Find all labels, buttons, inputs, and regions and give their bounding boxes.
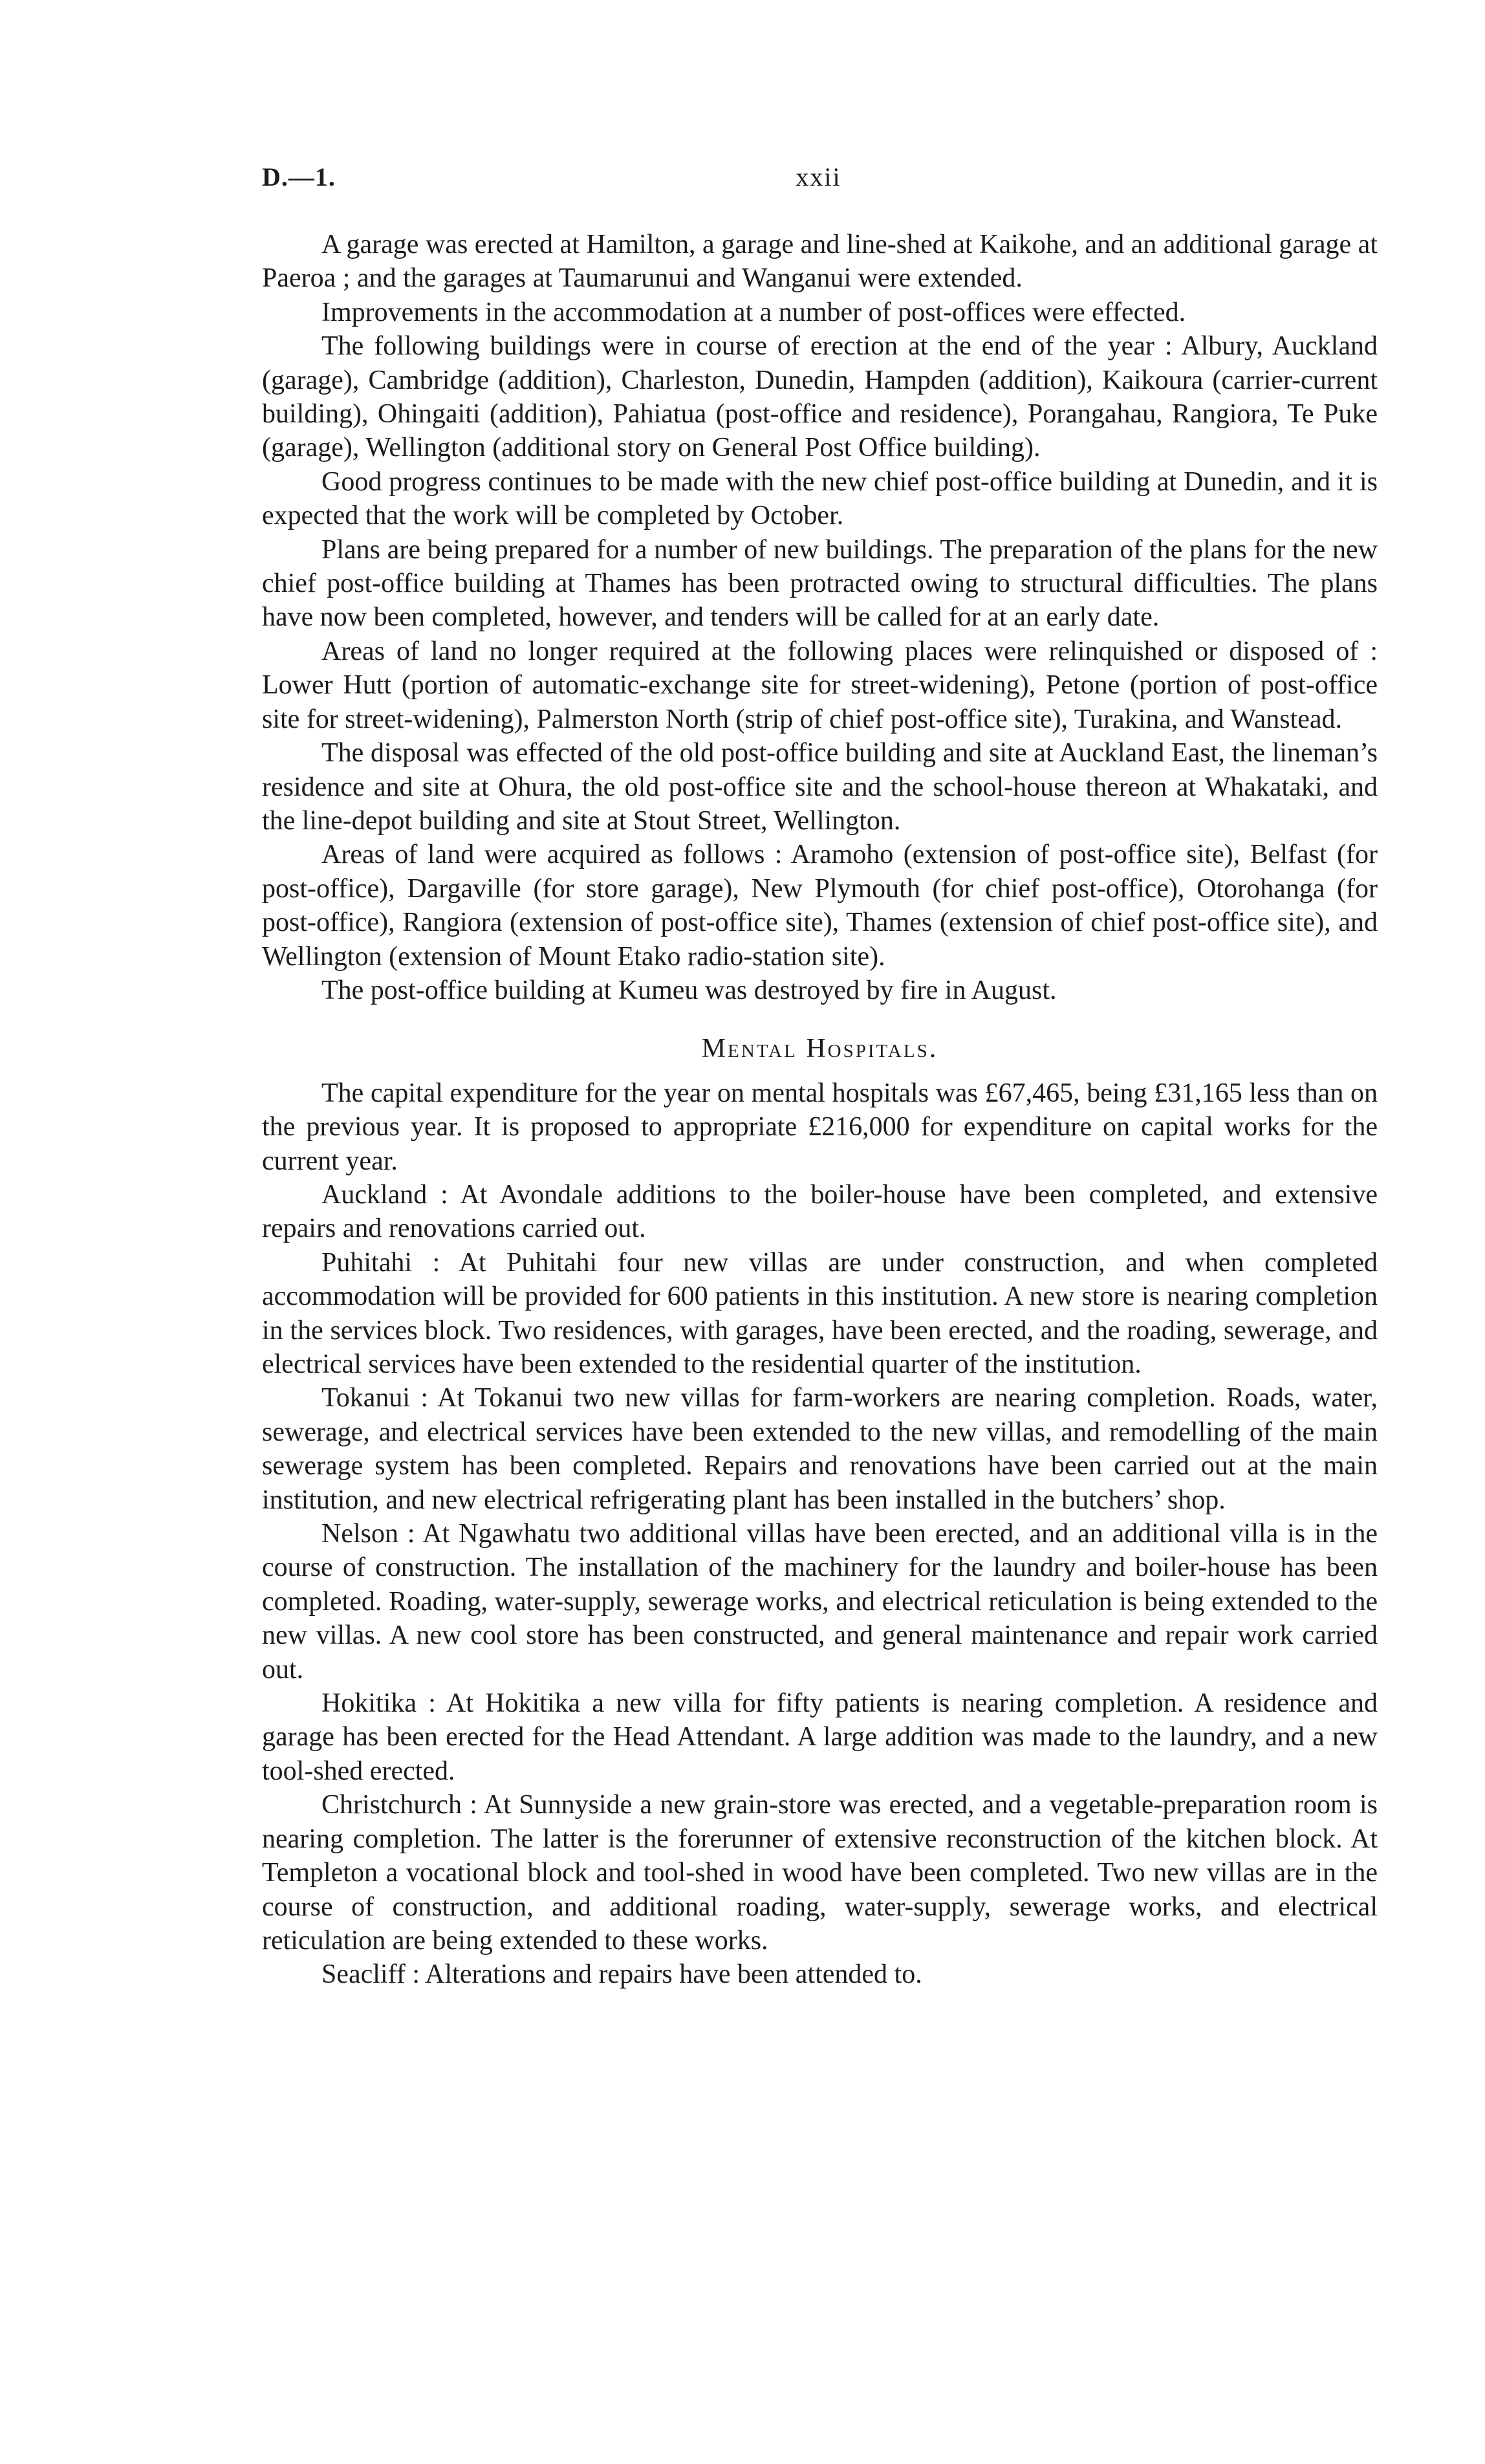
paragraph: Seacliff : Alterations and repairs have been attended to. bbox=[321, 1959, 922, 1990]
paragraph: The following buildings were in course of erection at the end of the year : Albury, Auckland (garage), Cambridge (addition), Charleston, Dunedin, Hampden (addition), Kaikoura (carrier-current building), Ohingaiti (addition), Pahiatua (post-office and residence), Porangahau, Rangiora, Te Puke (garage), Wellington (additional story on General Post Office building). bbox=[262, 331, 1378, 463]
section-heading: Mental Hospitals. bbox=[701, 1034, 938, 1064]
body-text bbox=[262, 228, 1378, 1992]
paragraph: Areas of land no longer required at the following places were relinquished or disposed of : Lower Hutt (portion of automatic-exchange site for street-widening), Petone (portion of post-office site for street-widening), Palmerston North (strip of chief post-office site), Turakina, and Wanstead. bbox=[262, 636, 1378, 734]
paragraph: A garage was erected at Hamilton, a garage and line-shed at Kaikohe, and an additional garage at Paeroa ; and the garages at Taumarunui and Wanganui were extended. bbox=[262, 230, 1378, 294]
page-header bbox=[262, 162, 1375, 201]
paragraph: Hokitika : At Hokitika a new villa for fifty patients is nearing completion. A residence and garage has been erected for the Head Attendant. A large addition was made to the laundry, and a new tool-shed erected. bbox=[262, 1688, 1378, 1786]
paragraph: Nelson : At Ngawhatu two additional villas have been erected, and an additional villa is in the course of construction. The installation of the machinery for the laundry and boiler-house has been completed. Roading, water-supply, sewerage works, and electrical reticulation is being extended to the new villas. A new cool store has been constructed, and general maintenance and repair work carried out. bbox=[262, 1519, 1378, 1684]
paragraph: Christchurch : At Sunnyside a new grain-store was erected, and a vegetable-preparation room is nearing completion. The latter is the forerunner of extensive reconstruction of the kitchen block. At Templeton a vocational block and tool-shed in wood have been completed. Two new villas are in the course of construction, and additional roading, water-supply, sewerage works, and electrical reticulation are being extended to these works. bbox=[262, 1790, 1378, 1956]
paragraph: Puhitahi : At Puhitahi four new villas are under construction, and when completed accommodation will be provided for 600 patients in this institution. A new store is nearing completion in the services block. Two residences, with garages, have been erected, and the roading, sewerage, and electrical services have been extended to the residential quarter of the institution. bbox=[262, 1247, 1378, 1379]
paragraph: Areas of land were acquired as follows : Aramoho (extension of post-office site), Belfast (for post-office), Dargaville (for store garage), New Plymouth (for chief post-office), Otorohanga (for post-office), Rangiora (extension of post-office site), Thames (extension of chief post-office site), and Wellington (extension of Mount Etako radio-station site). bbox=[262, 840, 1378, 972]
paragraph: Plans are being prepared for a number of new buildings. The preparation of the plans for the new chief post-office building at Thames has been protracted owing to structural difficulties. The plans have now been completed, however, and tenders will be called for at an early date. bbox=[262, 534, 1378, 633]
paragraph: Auckland : At Avondale additions to the boiler-house have been completed, and extensive repairs and renovations carried out. bbox=[262, 1179, 1378, 1244]
paragraph: The disposal was effected of the old post-office building and site at Auckland East, the lineman’s residence and site at Ohura, the old post-office site and the school-house thereon at Whakataki, and the line-depot building and site at Stout Street, Wellington. bbox=[262, 738, 1378, 836]
document-code: D.—1. bbox=[262, 162, 336, 191]
paragraph: Tokanui : At Tokanui two new villas for farm-workers are nearing completion. Roads, water, sewerage, and electrical services have been extended to the new villas, and remodelling of the main sewerage system has been completed. Repairs and renovations have been carried out at the main institution, and new electrical refrigerating plant has been installed in the butchers’ shop. bbox=[262, 1383, 1378, 1515]
paragraph: Improvements in the accommodation at a number of post-offices were effected. bbox=[321, 297, 1186, 327]
page-number: xxii bbox=[796, 162, 841, 191]
paragraph: The capital expenditure for the year on mental hospitals was £67,465, being £31,165 less than on the previous year. It is proposed to appropriate £216,000 for expenditure on capital works for the current year. bbox=[262, 1078, 1378, 1176]
paragraph: The post-office building at Kumeu was destroyed by fire in August. bbox=[321, 975, 1057, 1005]
paragraph: Good progress continues to be made with the new chief post-office building at Dunedin, and it is expected that the work will be completed by October. bbox=[262, 466, 1378, 531]
